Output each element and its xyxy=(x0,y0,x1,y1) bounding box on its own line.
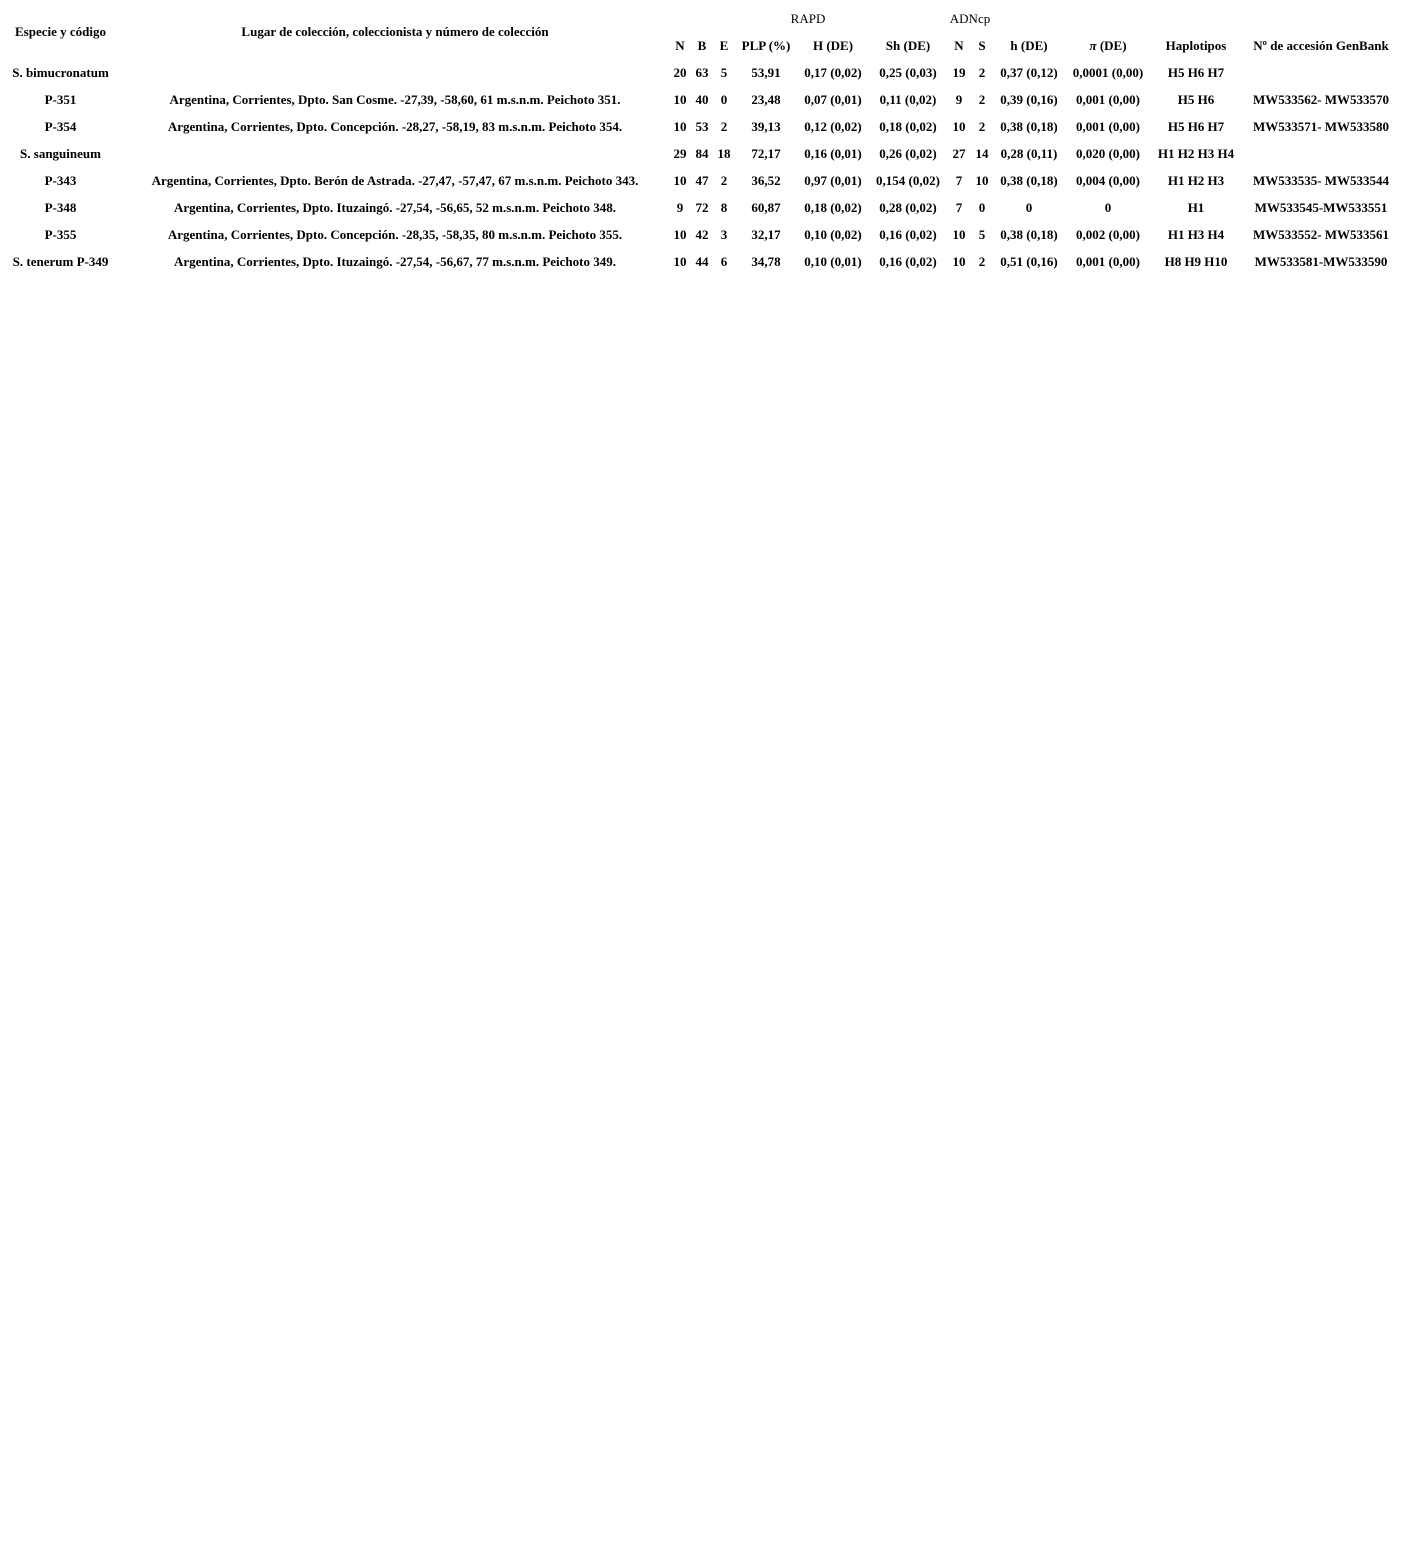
cell-h-de: 0,18 (0,02) xyxy=(804,199,862,215)
cell-species: S. bimucronatum xyxy=(12,64,109,80)
cell-n-rapd: 29 xyxy=(673,145,687,161)
cell-n-rapd: 10 xyxy=(673,172,687,188)
cell-plp: 32,17 xyxy=(751,226,781,242)
cell-b: 47 xyxy=(695,172,709,188)
cell-b: 40 xyxy=(695,91,709,107)
cell-plp: 23,48 xyxy=(751,91,781,107)
cell-b: 63 xyxy=(695,64,709,80)
cell-s: 0 xyxy=(978,199,986,215)
cell-hh-de: 0,38 (0,18) xyxy=(1000,172,1058,188)
cell-species: P-343 xyxy=(44,172,77,188)
cell-genbank: MW533581-MW533590 xyxy=(1254,253,1388,269)
cell-e: 2 xyxy=(720,172,728,188)
cell-e: 6 xyxy=(720,253,728,269)
cell-e: 8 xyxy=(720,199,728,215)
cell-n-adncp: 10 xyxy=(952,253,966,269)
cell-genbank: MW533552- MW533561 xyxy=(1252,226,1390,242)
cell-haplotipos: H5 H6 H7 xyxy=(1167,118,1225,134)
cell-pi-de: 0,020 (0,00) xyxy=(1076,145,1140,161)
header-spacer xyxy=(993,5,1065,32)
header-pi-de xyxy=(1065,32,1151,59)
cell-s: 5 xyxy=(978,226,986,242)
cell-sh-de: 0,11 (0,02) xyxy=(879,91,937,107)
cell-location: Argentina, Corrientes, Dpto. Concepción. -28,27, -58,19, 83 m.s.n.m. Peichoto 354. xyxy=(167,118,623,134)
cell-n-rapd: 9 xyxy=(676,199,684,215)
cell-b: 72 xyxy=(695,199,709,215)
cell-e: 2 xyxy=(720,118,728,134)
cell-b: 44 xyxy=(695,253,709,269)
cell-location: Argentina, Corrientes, Dpto. Concepción. -28,35, -58,35, 80 m.s.n.m. Peichoto 355. xyxy=(167,226,623,242)
cell-species: P-348 xyxy=(44,199,77,215)
table-header xyxy=(0,5,1401,59)
cell-h-de: 0,17 (0,02) xyxy=(804,64,862,80)
header-hh-de: h (DE) xyxy=(1010,37,1048,53)
cell-haplotipos: H5 H6 H7 xyxy=(1167,64,1225,80)
cell-hh-de: 0 xyxy=(1025,199,1033,215)
table-row xyxy=(0,140,1401,167)
header-h-de: H (DE) xyxy=(812,37,854,53)
header-e: E xyxy=(719,37,729,53)
pi-symbol: π xyxy=(1089,37,1097,53)
cell-genbank: MW533571- MW533580 xyxy=(1252,118,1390,134)
cell-n-rapd: 20 xyxy=(673,64,687,80)
table-row xyxy=(0,248,1401,275)
cell-species: S. tenerum P-349 xyxy=(12,253,109,269)
cell-hh-de: 0,38 (0,18) xyxy=(1000,226,1058,242)
header-plp: PLP (%) xyxy=(741,37,791,53)
table-row xyxy=(0,167,1401,194)
header-n-rapd: N xyxy=(675,37,685,53)
cell-genbank: MW533545-MW533551 xyxy=(1254,199,1388,215)
header-row-groups xyxy=(0,5,1401,32)
cell-genbank xyxy=(1241,140,1401,167)
header-group-rapd: RAPD xyxy=(790,10,826,26)
header-species: Especie y código xyxy=(15,24,106,39)
cell-haplotipos: H1 H2 H3 xyxy=(1167,172,1225,188)
cell-sh-de: 0,28 (0,02) xyxy=(879,199,937,215)
table-row xyxy=(0,221,1401,248)
cell-pi-de: 0 xyxy=(1104,199,1112,215)
header-n-adncp: N xyxy=(954,37,964,53)
header-sh-de: Sh (DE) xyxy=(885,37,931,53)
cell-plp: 53,91 xyxy=(751,64,781,80)
cell-h-de: 0,97 (0,01) xyxy=(804,172,862,188)
cell-b: 53 xyxy=(695,118,709,134)
table-row xyxy=(0,59,1401,86)
cell-e: 0 xyxy=(720,91,728,107)
cell-n-adncp: 10 xyxy=(952,118,966,134)
table-row xyxy=(0,86,1401,113)
cell-h-de: 0,07 (0,01) xyxy=(804,91,862,107)
cell-haplotipos: H1 H2 H3 H4 xyxy=(1157,145,1235,161)
cell-s: 2 xyxy=(978,253,986,269)
cell-e: 18 xyxy=(717,145,731,161)
cell-species: P-354 xyxy=(44,118,77,134)
cell-n-rapd: 10 xyxy=(673,253,687,269)
cell-s: 14 xyxy=(975,145,989,161)
cell-sh-de: 0,154 (0,02) xyxy=(876,172,940,188)
cell-hh-de: 0,51 (0,16) xyxy=(1000,253,1058,269)
cell-location xyxy=(121,59,669,86)
cell-haplotipos: H5 H6 xyxy=(1177,91,1215,107)
cell-genbank: MW533535- MW533544 xyxy=(1252,172,1390,188)
header-genbank: Nº de accesión GenBank xyxy=(1253,37,1389,53)
cell-pi-de: 0,002 (0,00) xyxy=(1076,226,1140,242)
table-body xyxy=(0,59,1401,275)
genetic-diversity-table xyxy=(0,5,1401,275)
cell-e: 3 xyxy=(720,226,728,242)
header-spacer xyxy=(1151,5,1241,32)
cell-hh-de: 0,39 (0,16) xyxy=(1000,91,1058,107)
cell-pi-de: 0,004 (0,00) xyxy=(1076,172,1140,188)
cell-h-de: 0,12 (0,02) xyxy=(804,118,862,134)
cell-pi-de: 0,0001 (0,00) xyxy=(1072,64,1144,80)
cell-s: 2 xyxy=(978,91,986,107)
cell-plp: 36,52 xyxy=(751,172,781,188)
header-b: B xyxy=(697,37,707,53)
header-group-adncp: ADNcp xyxy=(949,10,991,26)
cell-plp: 39,13 xyxy=(751,118,781,134)
cell-plp: 72,17 xyxy=(751,145,781,161)
header-spacer xyxy=(1241,5,1401,32)
cell-haplotipos: H8 H9 H10 xyxy=(1164,253,1228,269)
cell-n-adncp: 9 xyxy=(955,91,963,107)
cell-sh-de: 0,25 (0,03) xyxy=(879,64,937,80)
cell-location: Argentina, Corrientes, Dpto. Berón de Astrada. -27,47, -57,47, 67 m.s.n.m. Peichoto 343. xyxy=(151,172,639,188)
cell-sh-de: 0,26 (0,02) xyxy=(879,145,937,161)
cell-pi-de: 0,001 (0,00) xyxy=(1076,253,1140,269)
cell-h-de: 0,10 (0,02) xyxy=(804,226,862,242)
cell-n-rapd: 10 xyxy=(673,91,687,107)
cell-location: Argentina, Corrientes, Dpto. Ituzaingó. -27,54, -56,65, 52 m.s.n.m. Peichoto 348. xyxy=(174,199,616,215)
cell-species: P-355 xyxy=(44,226,77,242)
cell-genbank: MW533562- MW533570 xyxy=(1252,91,1390,107)
cell-location xyxy=(121,140,669,167)
cell-pi-de: 0,001 (0,00) xyxy=(1076,91,1140,107)
cell-s: 2 xyxy=(978,118,986,134)
cell-hh-de: 0,37 (0,12) xyxy=(1000,64,1058,80)
cell-n-adncp: 19 xyxy=(952,64,966,80)
cell-location: Argentina, Corrientes, Dpto. San Cosme. -27,39, -58,60, 61 m.s.n.m. Peichoto 351. xyxy=(169,91,621,107)
header-location: Lugar de colección, coleccionista y número de colección xyxy=(241,24,549,39)
cell-n-rapd: 10 xyxy=(673,226,687,242)
cell-sh-de: 0,16 (0,02) xyxy=(879,253,937,269)
cell-n-adncp: 7 xyxy=(955,199,963,215)
cell-hh-de: 0,38 (0,18) xyxy=(1000,118,1058,134)
cell-n-rapd: 10 xyxy=(673,118,687,134)
table-row xyxy=(0,194,1401,221)
cell-species: S. sanguineum xyxy=(20,145,101,161)
header-haplotipos: Haplotipos xyxy=(1165,37,1227,53)
cell-b: 42 xyxy=(695,226,709,242)
cell-h-de: 0,10 (0,01) xyxy=(804,253,862,269)
cell-b: 84 xyxy=(695,145,709,161)
cell-s: 10 xyxy=(975,172,989,188)
cell-sh-de: 0,16 (0,02) xyxy=(879,226,937,242)
cell-plp: 60,87 xyxy=(751,199,781,215)
cell-sh-de: 0,18 (0,02) xyxy=(879,118,937,134)
cell-haplotipos: H1 H3 H4 xyxy=(1167,226,1225,242)
cell-n-adncp: 27 xyxy=(952,145,966,161)
cell-n-adncp: 10 xyxy=(952,226,966,242)
cell-e: 5 xyxy=(720,64,728,80)
pi-de-label: (DE) xyxy=(1099,37,1127,53)
table-row xyxy=(0,113,1401,140)
cell-plp: 34,78 xyxy=(751,253,781,269)
cell-h-de: 0,16 (0,01) xyxy=(804,145,862,161)
cell-hh-de: 0,28 (0,11) xyxy=(1000,145,1058,161)
header-s: S xyxy=(978,37,986,53)
cell-s: 2 xyxy=(978,64,986,80)
cell-n-adncp: 7 xyxy=(955,172,963,188)
cell-location: Argentina, Corrientes, Dpto. Ituzaingó. -27,54, -56,67, 77 m.s.n.m. Peichoto 349. xyxy=(174,253,616,269)
cell-species: P-351 xyxy=(44,91,77,107)
header-spacer xyxy=(1065,5,1151,32)
cell-genbank xyxy=(1241,59,1401,86)
cell-pi-de: 0,001 (0,00) xyxy=(1076,118,1140,134)
cell-haplotipos: H1 xyxy=(1187,199,1205,215)
